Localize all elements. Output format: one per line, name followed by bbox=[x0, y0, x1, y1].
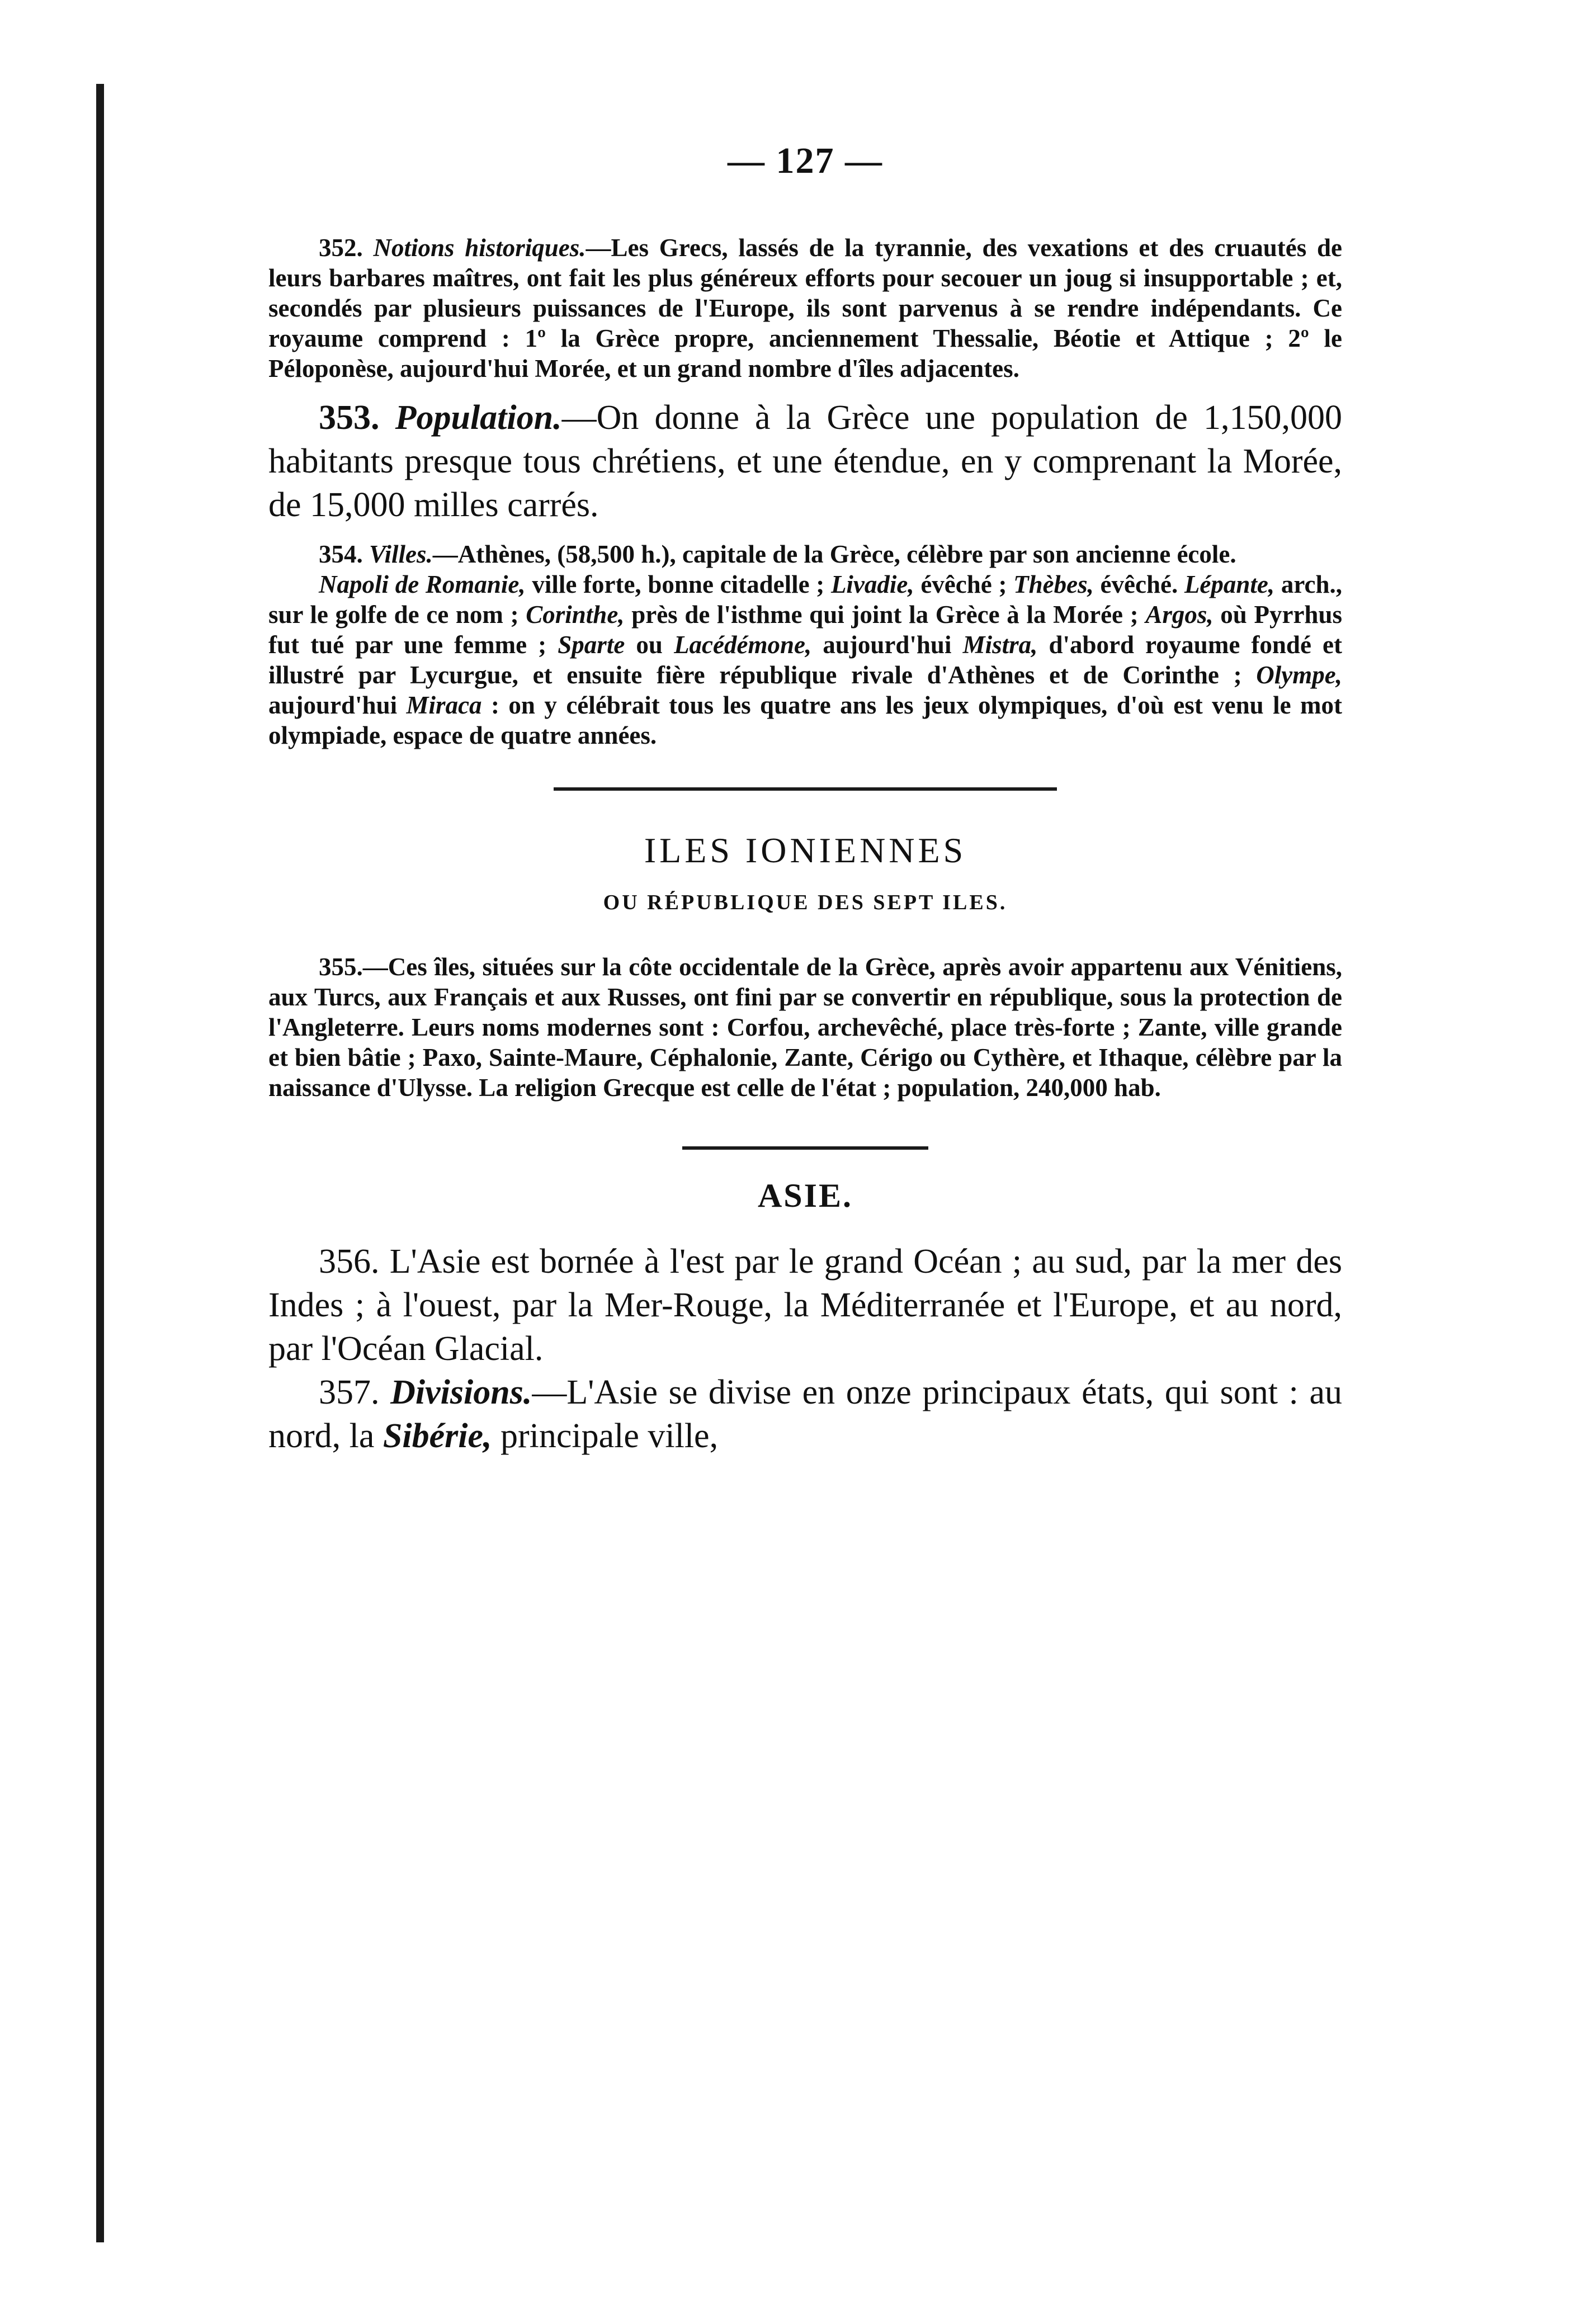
section-divider-rule bbox=[554, 787, 1057, 791]
place-olympe: Olympe, bbox=[1256, 661, 1342, 689]
binding-margin-line bbox=[96, 84, 104, 2242]
towns-text: où Pyrrhus fut tué par une femme ; bbox=[268, 601, 1342, 659]
paragraph-352-text: —Les Grecs, lassés de la tyrannie, des vexations et des cruautés de leurs barbares maîtres, ont fait les plus généreux efforts pour secouer un joug si insupportable ; et, secondés par plusieurs puissances de l'Europe, ils sont parvenus à se rendre indépendants. Ce royaume comprend : 1º la Grèce propre, anciennement Thessalie, Béotie et Attique ; 2º le Péloponèse, aujourd'hui Morée, et un grand nombre d'îles adjacentes. bbox=[268, 234, 1342, 382]
towns-text: : on y célébrait tous les quatre ans les jeux olympiques, d'où est venu le mot olympiade, espace de quatre années. bbox=[268, 691, 1342, 749]
place-corinthe: Corinthe, bbox=[526, 601, 625, 629]
towns-text: ville forte, bonne citadelle ; bbox=[525, 570, 831, 598]
place-livadie: Livadie, bbox=[830, 570, 914, 598]
paragraph-356: 356. L'Asie est bornée à l'est par le grand Océan ; au sud, par la mer des Indes ; à l'ouest, par la Mer-Rouge, la Méditerranée et l'Europe, et au nord, par l'Océan Glacial. bbox=[268, 1243, 1342, 1368]
paragraph-353-number: 353. bbox=[319, 399, 380, 437]
section-title-ionian: ILES IONIENNES bbox=[644, 830, 967, 870]
towns-text: aujourd'hui bbox=[811, 631, 963, 659]
place-miraca: Miraca bbox=[406, 691, 482, 719]
towns-text: près de l'isthme qui joint la Grèce à la Morée ; bbox=[624, 601, 1146, 629]
paragraph-354 bbox=[268, 539, 1342, 569]
section-subtitle-ionian: OU RÉPUBLIQUE DES SEPT ILES. bbox=[603, 891, 1008, 914]
place-napoli: Napoli de Romanie, bbox=[319, 570, 526, 598]
paragraph-352 bbox=[268, 233, 1342, 384]
paragraph-357-text: —L'Asie se divise en onze principaux états, qui sont : au nord, la bbox=[268, 1373, 1342, 1455]
page-number: — 127 — bbox=[728, 140, 883, 181]
section-divider-rule bbox=[682, 1146, 928, 1150]
towns-text: aujourd'hui bbox=[268, 691, 407, 719]
paragraph-357-number: 357. bbox=[319, 1373, 380, 1411]
paragraph-357-text-end: principale ville, bbox=[492, 1417, 719, 1455]
paragraph-355: 355.—Ces îles, situées sur la côte occidentale de la Grèce, après avoir appartenu aux Vénitiens, aux Turcs, aux Français et aux Russes, ont fini par se convertir en république, sous la protection de l'Angleterre. Leurs noms modernes sont : Corfou, archevêché, place très-forte ; Zante, ville grande et bien bâtie ; Paxo, Sainte-Maure, Céphalonie, Zante, Cérigo ou Cythère, et Ithaque, célèbre par la naissance d'Ulysse. La religion Grecque est celle de l'état ; population, 240,000 hab. bbox=[268, 953, 1342, 1102]
paragraph-354-text: —Athènes, (58,500 h.), capitale de la Grèce, célèbre par son ancienne école. bbox=[432, 540, 1236, 568]
place-mistra: Mistra, bbox=[962, 631, 1038, 659]
towns-text: évêché. bbox=[1093, 570, 1184, 598]
paragraph-354-number: 354. bbox=[319, 540, 363, 568]
paragraph-353 bbox=[268, 396, 1342, 527]
towns-text: arch., sur le golfe de ce nom ; bbox=[268, 570, 1342, 629]
towns-text: évêché ; bbox=[914, 570, 1014, 598]
place-sparte: Sparte bbox=[558, 631, 625, 659]
towns-text: d'abord royaume fondé et illustré par Lycurgue, et ensuite fière république rivale d'Athènes et de Corinthe ; bbox=[268, 631, 1342, 689]
paragraph-352-title: Notions historiques. bbox=[373, 234, 586, 262]
place-lacedemone: Lacédémone, bbox=[674, 631, 812, 659]
place-lepante: Lépante, bbox=[1184, 570, 1275, 598]
paragraph-357 bbox=[268, 1371, 1342, 1458]
place-siberie: Sibérie, bbox=[383, 1417, 492, 1455]
place-thebes: Thèbes, bbox=[1013, 570, 1094, 598]
section-title-asie: ASIE. bbox=[757, 1177, 853, 1214]
paragraph-352-number: 352. bbox=[319, 234, 363, 262]
paragraph-354-towns bbox=[268, 569, 1342, 750]
towns-text: ou bbox=[625, 631, 674, 659]
paragraph-353-text: —On donne à la Grèce une population de 1,150,000 habitants presque tous chrétiens, et une étendue, en y comprenant la Morée, de 15,000 milles carrés. bbox=[268, 399, 1343, 524]
paragraph-357-title: Divisions. bbox=[390, 1373, 532, 1411]
paragraph-354-title: Villes. bbox=[369, 540, 433, 568]
book-page bbox=[268, 140, 1342, 1458]
place-argos: Argos, bbox=[1145, 601, 1214, 629]
paragraph-353-title: Population. bbox=[395, 399, 562, 437]
